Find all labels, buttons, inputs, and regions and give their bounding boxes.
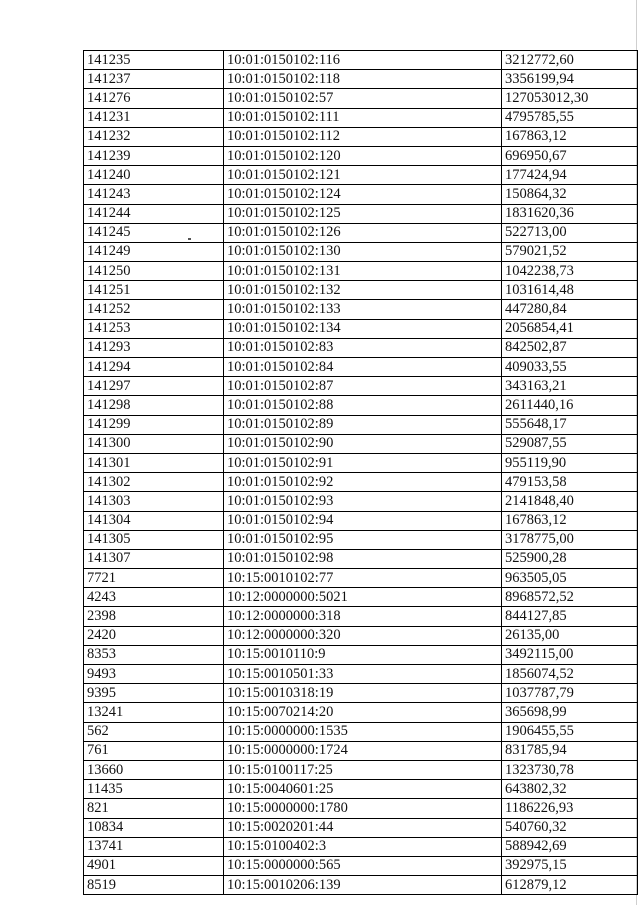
row-id-cell: 141250 bbox=[84, 262, 224, 281]
value-cell: 365698,99 bbox=[502, 703, 638, 722]
value-cell: 3178775,00 bbox=[502, 530, 638, 549]
row-id-cell: 13741 bbox=[84, 837, 224, 856]
cadastral-number-cell: 10:15:0100117:25 bbox=[224, 760, 502, 779]
value-cell: 167863,12 bbox=[502, 127, 638, 146]
cadastral-number-cell: 10:01:0150102:125 bbox=[224, 204, 502, 223]
cadastral-number-cell: 10:01:0150102:126 bbox=[224, 223, 502, 242]
value-cell: 3492115,00 bbox=[502, 645, 638, 664]
cadastral-number-cell: 10:01:0150102:132 bbox=[224, 281, 502, 300]
value-cell: 343163,21 bbox=[502, 377, 638, 396]
table-row bbox=[84, 684, 638, 703]
value-cell: 1831620,36 bbox=[502, 204, 638, 223]
row-id-cell: 141253 bbox=[84, 319, 224, 338]
cadastral-number-cell: 10:01:0150102:83 bbox=[224, 338, 502, 357]
value-cell: 831785,94 bbox=[502, 741, 638, 760]
table-row bbox=[84, 358, 638, 377]
row-id-cell: 8353 bbox=[84, 645, 224, 664]
cadastral-number-cell: 10:01:0150102:121 bbox=[224, 166, 502, 185]
value-cell: 1323730,78 bbox=[502, 760, 638, 779]
table-row bbox=[84, 89, 638, 108]
cadastral-number-cell: 10:01:0150102:134 bbox=[224, 319, 502, 338]
row-id-cell: 141245 bbox=[84, 223, 224, 242]
value-cell: 8968572,52 bbox=[502, 588, 638, 607]
table-row bbox=[84, 223, 638, 242]
table-row bbox=[84, 703, 638, 722]
row-id-cell: 141300 bbox=[84, 434, 224, 453]
row-id-cell: 2420 bbox=[84, 626, 224, 645]
table-row bbox=[84, 549, 638, 568]
value-cell: 579021,52 bbox=[502, 242, 638, 261]
value-cell: 555648,17 bbox=[502, 415, 638, 434]
row-id-cell: 141252 bbox=[84, 300, 224, 319]
table-row bbox=[84, 876, 638, 895]
value-cell: 1906455,55 bbox=[502, 722, 638, 741]
data-table bbox=[83, 50, 638, 895]
cadastral-number-cell: 10:12:0000000:320 bbox=[224, 626, 502, 645]
value-cell: 955119,90 bbox=[502, 453, 638, 472]
table-row bbox=[84, 434, 638, 453]
row-id-cell: 2398 bbox=[84, 607, 224, 626]
table-row bbox=[84, 377, 638, 396]
row-id-cell: 8519 bbox=[84, 876, 224, 895]
cadastral-number-cell: 10:01:0150102:91 bbox=[224, 453, 502, 472]
row-id-cell: 141244 bbox=[84, 204, 224, 223]
row-id-cell: 141239 bbox=[84, 146, 224, 165]
row-id-cell: 141231 bbox=[84, 108, 224, 127]
row-id-cell: 141307 bbox=[84, 549, 224, 568]
value-cell: 2056854,41 bbox=[502, 319, 638, 338]
cadastral-number-cell: 10:01:0150102:93 bbox=[224, 492, 502, 511]
row-id-cell: 141298 bbox=[84, 396, 224, 415]
value-cell: 26135,00 bbox=[502, 626, 638, 645]
row-id-cell: 141305 bbox=[84, 530, 224, 549]
table-row bbox=[84, 473, 638, 492]
cadastral-number-cell: 10:15:0000000:1724 bbox=[224, 741, 502, 760]
table-row bbox=[84, 108, 638, 127]
cadastral-number-cell: 10:01:0150102:111 bbox=[224, 108, 502, 127]
row-id-cell: 141240 bbox=[84, 166, 224, 185]
table-row bbox=[84, 799, 638, 818]
row-id-cell: 821 bbox=[84, 799, 224, 818]
value-cell: 150864,32 bbox=[502, 185, 638, 204]
cadastral-number-cell: 10:01:0150102:133 bbox=[224, 300, 502, 319]
row-id-cell: 4243 bbox=[84, 588, 224, 607]
row-id-cell: 761 bbox=[84, 741, 224, 760]
table-row bbox=[84, 242, 638, 261]
cadastral-number-cell: 10:12:0000000:318 bbox=[224, 607, 502, 626]
value-cell: 522713,00 bbox=[502, 223, 638, 242]
cadastral-number-cell: 10:01:0150102:124 bbox=[224, 185, 502, 204]
cadastral-number-cell: 10:01:0150102:120 bbox=[224, 146, 502, 165]
table-row bbox=[84, 530, 638, 549]
row-id-cell: 141297 bbox=[84, 377, 224, 396]
cadastral-number-cell: 10:01:0150102:89 bbox=[224, 415, 502, 434]
row-id-cell: 141243 bbox=[84, 185, 224, 204]
table-row bbox=[84, 511, 638, 530]
value-cell: 525900,28 bbox=[502, 549, 638, 568]
value-cell: 588942,69 bbox=[502, 837, 638, 856]
row-id-cell: 9395 bbox=[84, 684, 224, 703]
row-id-cell: 141293 bbox=[84, 338, 224, 357]
row-id-cell: 141303 bbox=[84, 492, 224, 511]
table-row bbox=[84, 127, 638, 146]
table-row bbox=[84, 492, 638, 511]
table-row bbox=[84, 166, 638, 185]
cadastral-number-cell: 10:15:0070214:20 bbox=[224, 703, 502, 722]
row-id-cell: 4901 bbox=[84, 856, 224, 875]
table-row bbox=[84, 856, 638, 875]
value-cell: 3212772,60 bbox=[502, 51, 638, 70]
value-cell: 1856074,52 bbox=[502, 665, 638, 684]
row-id-cell: 13241 bbox=[84, 703, 224, 722]
value-cell: 447280,84 bbox=[502, 300, 638, 319]
value-cell: 529087,55 bbox=[502, 434, 638, 453]
table-row bbox=[84, 760, 638, 779]
row-id-cell: 141304 bbox=[84, 511, 224, 530]
row-id-cell: 141249 bbox=[84, 242, 224, 261]
cadastral-number-cell: 10:15:0000000:1780 bbox=[224, 799, 502, 818]
cadastral-number-cell: 10:01:0150102:57 bbox=[224, 89, 502, 108]
row-id-cell: 141235 bbox=[84, 51, 224, 70]
table-row bbox=[84, 626, 638, 645]
table-row bbox=[84, 146, 638, 165]
value-cell: 612879,12 bbox=[502, 876, 638, 895]
cadastral-number-cell: 10:01:0150102:130 bbox=[224, 242, 502, 261]
table-row bbox=[84, 204, 638, 223]
table-row bbox=[84, 741, 638, 760]
value-cell: 696950,67 bbox=[502, 146, 638, 165]
value-cell: 540760,32 bbox=[502, 818, 638, 837]
value-cell: 963505,05 bbox=[502, 569, 638, 588]
table-row bbox=[84, 319, 638, 338]
cadastral-number-cell: 10:15:0010318:19 bbox=[224, 684, 502, 703]
value-cell: 392975,15 bbox=[502, 856, 638, 875]
value-cell: 167863,12 bbox=[502, 511, 638, 530]
row-id-cell: 141302 bbox=[84, 473, 224, 492]
cadastral-number-cell: 10:01:0150102:90 bbox=[224, 434, 502, 453]
row-id-cell: 13660 bbox=[84, 760, 224, 779]
cadastral-number-cell: 10:15:0100402:3 bbox=[224, 837, 502, 856]
table-row bbox=[84, 70, 638, 89]
row-id-cell: 141299 bbox=[84, 415, 224, 434]
value-cell: 1037787,79 bbox=[502, 684, 638, 703]
table-row bbox=[84, 569, 638, 588]
cadastral-number-cell: 10:01:0150102:116 bbox=[224, 51, 502, 70]
cadastral-number-cell: 10:01:0150102:131 bbox=[224, 262, 502, 281]
table-row bbox=[84, 607, 638, 626]
cadastral-number-cell: 10:01:0150102:87 bbox=[224, 377, 502, 396]
value-cell: 842502,87 bbox=[502, 338, 638, 357]
table-row bbox=[84, 818, 638, 837]
value-cell: 643802,32 bbox=[502, 780, 638, 799]
value-cell: 177424,94 bbox=[502, 166, 638, 185]
cadastral-number-cell: 10:15:0010102:77 bbox=[224, 569, 502, 588]
table-row bbox=[84, 837, 638, 856]
table-row bbox=[84, 338, 638, 357]
value-cell: 479153,58 bbox=[502, 473, 638, 492]
cadastral-number-cell: 10:15:0010206:139 bbox=[224, 876, 502, 895]
cadastral-number-cell: 10:01:0150102:92 bbox=[224, 473, 502, 492]
cadastral-number-cell: 10:15:0020201:44 bbox=[224, 818, 502, 837]
cadastral-number-cell: 10:15:0010501:33 bbox=[224, 665, 502, 684]
cadastral-number-cell: 10:12:0000000:5021 bbox=[224, 588, 502, 607]
row-id-cell: 141232 bbox=[84, 127, 224, 146]
row-id-cell: 141276 bbox=[84, 89, 224, 108]
cadastral-number-cell: 10:15:0000000:565 bbox=[224, 856, 502, 875]
row-id-cell: 141294 bbox=[84, 358, 224, 377]
value-cell: 409033,55 bbox=[502, 358, 638, 377]
value-cell: 844127,85 bbox=[502, 607, 638, 626]
table-row bbox=[84, 665, 638, 684]
cadastral-number-cell: 10:01:0150102:84 bbox=[224, 358, 502, 377]
value-cell: 1042238,73 bbox=[502, 262, 638, 281]
cadastral-number-cell: 10:01:0150102:112 bbox=[224, 127, 502, 146]
table-row bbox=[84, 780, 638, 799]
table-row bbox=[84, 281, 638, 300]
row-id-cell: 9493 bbox=[84, 665, 224, 684]
cadastral-number-cell: 10:01:0150102:98 bbox=[224, 549, 502, 568]
table-row bbox=[84, 396, 638, 415]
row-id-cell: 141301 bbox=[84, 453, 224, 472]
value-cell: 2141848,40 bbox=[502, 492, 638, 511]
cadastral-number-cell: 10:15:0010110:9 bbox=[224, 645, 502, 664]
row-id-cell: 10834 bbox=[84, 818, 224, 837]
cadastral-number-cell: 10:01:0150102:88 bbox=[224, 396, 502, 415]
value-cell: 1031614,48 bbox=[502, 281, 638, 300]
cadastral-number-cell: 10:15:0000000:1535 bbox=[224, 722, 502, 741]
row-id-cell: 11435 bbox=[84, 780, 224, 799]
row-id-cell: 141237 bbox=[84, 70, 224, 89]
value-cell: 1186226,93 bbox=[502, 799, 638, 818]
row-id-cell: 562 bbox=[84, 722, 224, 741]
value-cell: 4795785,55 bbox=[502, 108, 638, 127]
value-cell: 2611440,16 bbox=[502, 396, 638, 415]
table-row bbox=[84, 588, 638, 607]
table-row bbox=[84, 645, 638, 664]
table-body bbox=[84, 51, 638, 895]
cadastral-number-cell: 10:15:0040601:25 bbox=[224, 780, 502, 799]
table-row bbox=[84, 51, 638, 70]
table-row bbox=[84, 415, 638, 434]
table-row bbox=[84, 185, 638, 204]
table-row bbox=[84, 262, 638, 281]
cadastral-number-cell: 10:01:0150102:118 bbox=[224, 70, 502, 89]
cadastral-number-cell: 10:01:0150102:94 bbox=[224, 511, 502, 530]
value-cell: 127053012,30 bbox=[502, 89, 638, 108]
table-row bbox=[84, 300, 638, 319]
value-cell: 3356199,94 bbox=[502, 70, 638, 89]
table-row bbox=[84, 722, 638, 741]
row-id-cell: 7721 bbox=[84, 569, 224, 588]
cadastral-number-cell: 10:01:0150102:95 bbox=[224, 530, 502, 549]
row-id-cell: 141251 bbox=[84, 281, 224, 300]
table-row bbox=[84, 453, 638, 472]
